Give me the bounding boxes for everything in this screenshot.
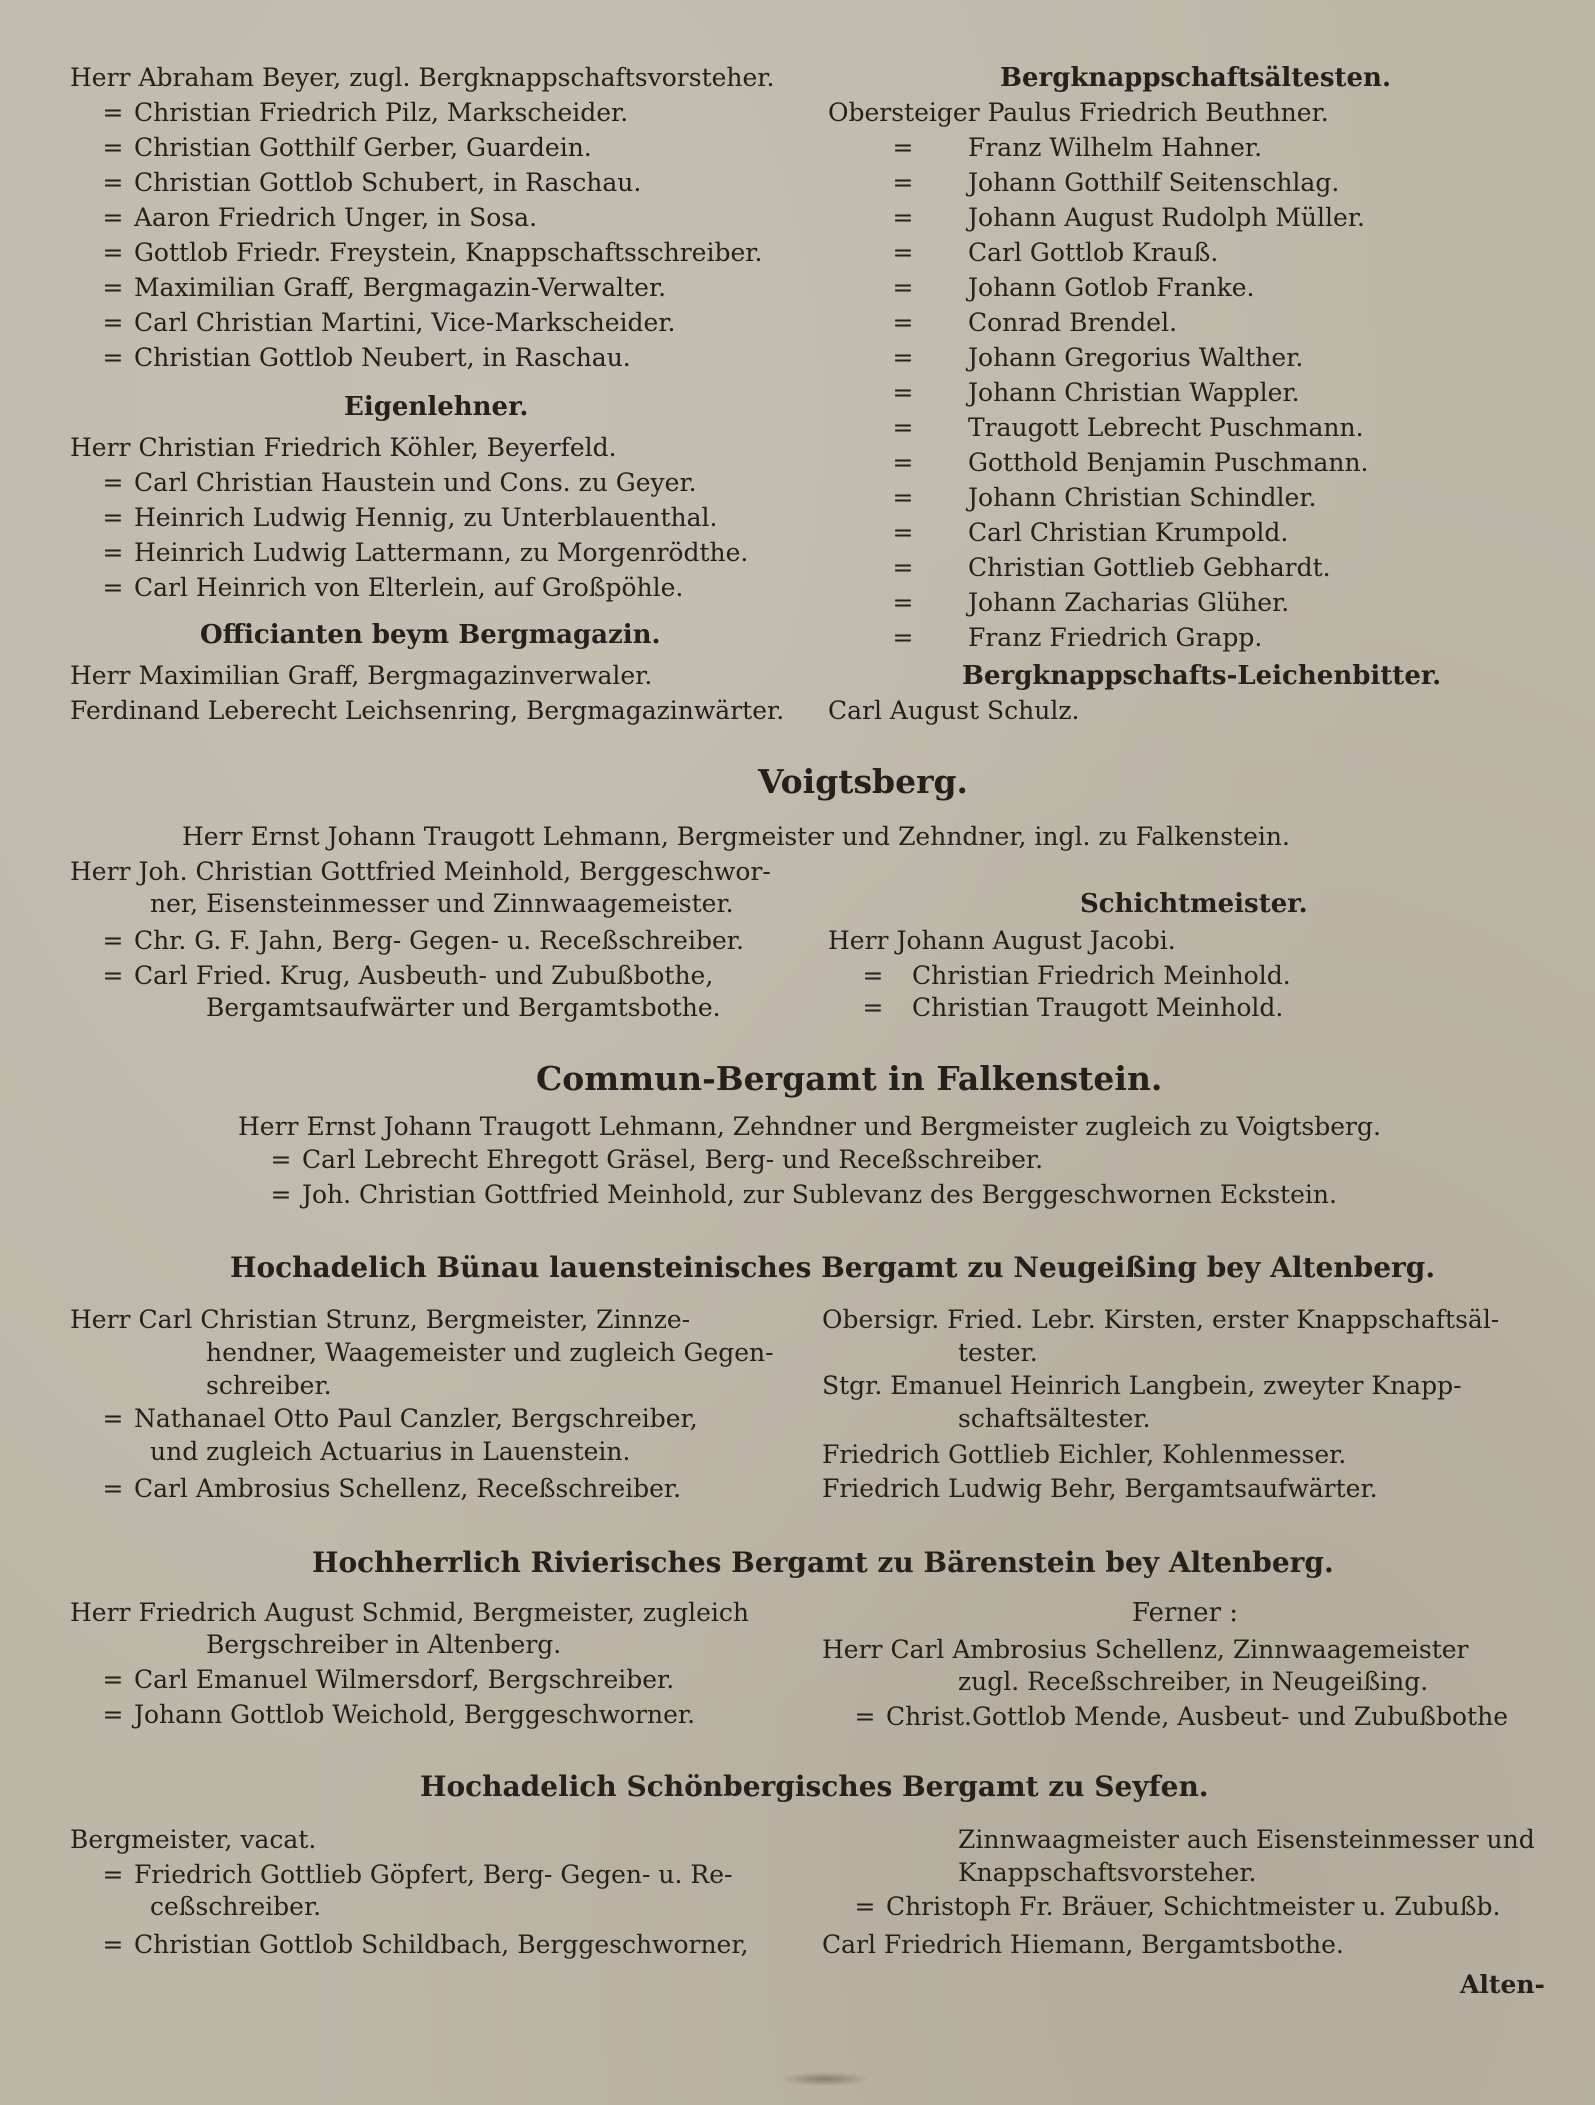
ditto-mark: =	[102, 1404, 124, 1433]
list-item: = Friedrich Gottlieb Göpfert, Berg- Gegen- u. Re-	[100, 1860, 733, 1890]
ditto-mark: =	[270, 1180, 292, 1209]
list-item: = Johann Gregorius Walther.	[890, 343, 1303, 373]
list-item-continuation: Bergschreiber in Altenberg.	[206, 1630, 562, 1659]
list-item: Carl August Schulz.	[828, 696, 1080, 725]
list-item-continuation: Bergamtsaufwärter und Bergamtsbothe.	[206, 993, 721, 1022]
list-item: = Nathanael Otto Paul Canzler, Bergschreiber,	[100, 1404, 698, 1434]
list-item: = Carl Heinrich von Elterlein, auf Großpöhle.	[100, 573, 683, 603]
ditto-mark: =	[102, 961, 124, 990]
list-item: = Conrad Brendel.	[890, 308, 1177, 338]
list-item: Carl Friedrich Hiemann, Bergamtsbothe.	[822, 1930, 1344, 1959]
section-title: Hochadelich Schönbergisches Bergamt zu Seyfen.	[420, 1770, 1209, 1803]
ditto-mark: =	[102, 1700, 124, 1729]
ditto-mark: =	[102, 926, 124, 955]
list-item: = Christ.Gottlob Mende, Ausbeut- und Zubußbothe	[852, 1702, 1508, 1732]
ink-smudge	[780, 2072, 870, 2086]
list-item: = Franz Friedrich Grapp.	[890, 623, 1262, 653]
list-item-continuation: ner, Eisensteinmesser und Zinnwaagemeister.	[150, 889, 734, 918]
list-item: = Aaron Friedrich Unger, in Sosa.	[100, 203, 537, 233]
list-item: = Christian Gottlob Neubert, in Raschau.	[100, 343, 631, 373]
list-item: = Chr. G. F. Jahn, Berg- Gegen- u. Receßschreiber.	[100, 926, 744, 956]
ditto-mark: =	[102, 1474, 124, 1503]
ditto-mark: =	[270, 1145, 292, 1174]
ditto-mark: =	[892, 483, 914, 512]
list-item: Ferdinand Leberecht Leichsenring, Bergmagazinwärter.	[70, 696, 785, 725]
section-heading: Eigenlehner.	[344, 392, 529, 422]
list-item: = Carl Fried. Krug, Ausbeuth- und Zubußbothe,	[100, 961, 713, 991]
list-item: Obersteiger Paulus Friedrich Beuthner.	[828, 98, 1329, 127]
ditto-mark: =	[102, 273, 124, 302]
list-item: Herr Johann August Jacobi.	[828, 926, 1176, 955]
list-item-continuation: schreiber.	[206, 1371, 332, 1400]
list-item: = Johann Gotlob Franke.	[890, 273, 1255, 303]
list-item: = Carl Ambrosius Schellenz, Receßschreiber.	[100, 1474, 681, 1504]
list-item-continuation: Knappschaftsvorsteher.	[958, 1858, 1257, 1887]
list-item: = Carl Lebrecht Ehregott Gräsel, Berg- und Receßschreiber.	[268, 1145, 1043, 1175]
section-heading: Ferner :	[1132, 1598, 1239, 1628]
list-item: Herr Friedrich August Schmid, Bergmeister, zugleich	[70, 1598, 749, 1627]
list-item-continuation: ceßschreiber.	[150, 1892, 322, 1921]
list-item: = Christian Gottlob Schubert, in Raschau.	[100, 168, 641, 198]
ditto-mark: =	[102, 343, 124, 372]
ditto-mark: =	[102, 573, 124, 602]
ditto-mark: =	[892, 378, 914, 407]
list-item: = Christian Gotthilf Gerber, Guardein.	[100, 133, 592, 163]
ditto-mark: =	[862, 993, 884, 1022]
ditto-mark: =	[102, 133, 124, 162]
list-item: Friedrich Ludwig Behr, Bergamtsaufwärter.	[822, 1474, 1378, 1503]
section-heading: Schichtmeister.	[1080, 889, 1308, 919]
list-item: = Christian Friedrich Meinhold.	[860, 961, 1291, 991]
list-item: = Carl Emanuel Wilmersdorf, Bergschreiber.	[100, 1665, 674, 1695]
list-item: = Franz Wilhelm Hahner.	[890, 133, 1262, 163]
ditto-mark: =	[102, 98, 124, 127]
ditto-mark: =	[102, 468, 124, 497]
ditto-mark: =	[892, 518, 914, 547]
ditto-mark: =	[892, 238, 914, 267]
list-item-continuation: zugl. Receßschreiber, in Neugeißing.	[958, 1667, 1429, 1696]
section-heading: Bergknappschafts-Leichenbitter.	[962, 661, 1442, 691]
list-item: = Traugott Lebrecht Puschmann.	[890, 413, 1364, 443]
ditto-mark: =	[892, 168, 914, 197]
list-item: = Christoph Fr. Bräuer, Schichtmeister u. Zubußb.	[852, 1892, 1500, 1922]
list-item: = Christian Traugott Meinhold.	[860, 993, 1283, 1023]
list-item: = Carl Gottlob Krauß.	[890, 238, 1218, 268]
ditto-mark: =	[102, 1930, 124, 1959]
list-item: = Johann Zacharias Glüher.	[890, 588, 1289, 618]
list-item: Herr Ernst Johann Traugott Lehmann, Zehndner und Bergmeister zugleich zu Voigtsberg.	[238, 1112, 1381, 1141]
section-title: Commun-Bergamt in Falkenstein.	[536, 1059, 1163, 1098]
list-item: = Maximilian Graff, Bergmagazin-Verwalter.	[100, 273, 666, 303]
ditto-mark: =	[892, 308, 914, 337]
list-item: = Christian Gottlob Schildbach, Berggeschworner,	[100, 1930, 749, 1960]
ditto-mark: =	[854, 1702, 876, 1731]
list-item: = Johann Christian Wappler.	[890, 378, 1300, 408]
ditto-mark: =	[892, 448, 914, 477]
list-item-continuation: tester.	[958, 1338, 1038, 1367]
list-item: = Gottlob Friedr. Freystein, Knappschaftsschreiber.	[100, 238, 762, 268]
list-item: = Johann Christian Schindler.	[890, 483, 1317, 513]
list-item: Herr Joh. Christian Gottfried Meinhold, Berggeschwor-	[70, 857, 771, 886]
list-item: = Johann Gotthilf Seitenschlag.	[890, 168, 1339, 198]
ditto-mark: =	[102, 538, 124, 567]
ditto-mark: =	[892, 588, 914, 617]
ditto-mark: =	[102, 308, 124, 337]
list-item: Herr Maximilian Graff, Bergmagazinverwaler.	[70, 661, 653, 690]
list-item: = Johann Gottlob Weichold, Berggeschworner.	[100, 1700, 695, 1730]
section-heading: Officianten beym Bergmagazin.	[200, 620, 661, 650]
list-item: Bergmeister, vacat.	[70, 1825, 317, 1854]
list-item: Herr Carl Ambrosius Schellenz, Zinnwaagemeister	[822, 1635, 1469, 1664]
list-item: = Christian Friedrich Pilz, Markscheider.	[100, 98, 628, 128]
list-item-continuation: Zinnwaagmeister auch Eisensteinmesser und	[958, 1825, 1535, 1854]
ditto-mark: =	[892, 623, 914, 652]
list-item: = Gotthold Benjamin Puschmann.	[890, 448, 1369, 478]
section-title: Hochadelich Bünau lauensteinisches Bergamt zu Neugeißing bey Altenberg.	[230, 1251, 1436, 1284]
ditto-mark: =	[892, 133, 914, 162]
list-item: Obersigr. Fried. Lebr. Kirsten, erster Knappschaftsäl-	[822, 1305, 1500, 1334]
ditto-mark: =	[102, 203, 124, 232]
list-item-continuation: und zugleich Actuarius in Lauenstein.	[150, 1437, 631, 1466]
ditto-mark: =	[892, 343, 914, 372]
ditto-mark: =	[102, 238, 124, 267]
list-item: Friedrich Gottlieb Eichler, Kohlenmesser.	[822, 1440, 1347, 1469]
ditto-mark: =	[102, 503, 124, 532]
list-item: Stgr. Emanuel Heinrich Langbein, zweyter Knapp-	[822, 1371, 1462, 1400]
ditto-mark: =	[102, 168, 124, 197]
list-item: Herr Carl Christian Strunz, Bergmeister, Zinnze-	[70, 1305, 691, 1334]
ditto-mark: =	[892, 553, 914, 582]
ditto-mark: =	[892, 413, 914, 442]
list-item: = Joh. Christian Gottfried Meinhold, zur Sublevanz des Berggeschwornen Eckstein.	[268, 1180, 1337, 1210]
list-item: = Carl Christian Krumpold.	[890, 518, 1288, 548]
list-item: = Heinrich Ludwig Lattermann, zu Morgenrödthe.	[100, 538, 748, 568]
list-item: = Johann August Rudolph Müller.	[890, 203, 1365, 233]
catchword: Alten-	[1460, 1970, 1545, 1999]
ditto-mark: =	[102, 1665, 124, 1694]
list-item: = Carl Christian Haustein und Cons. zu Geyer.	[100, 468, 697, 498]
section-title: Voigtsberg.	[758, 762, 969, 801]
list-item-continuation: hendner, Waagemeister und zugleich Gegen-	[206, 1338, 774, 1367]
ditto-mark: =	[854, 1892, 876, 1921]
section-title: Hochherrlich Rivierisches Bergamt zu Bärenstein bey Altenberg.	[312, 1546, 1334, 1579]
list-item: Herr Ernst Johann Traugott Lehmann, Bergmeister und Zehndner, ingl. zu Falkenstein.	[182, 822, 1290, 851]
section-heading: Bergknappschaftsältesten.	[1000, 63, 1391, 93]
ditto-mark: =	[892, 273, 914, 302]
list-item: = Heinrich Ludwig Hennig, zu Unterblauenthal.	[100, 503, 717, 533]
ditto-mark: =	[102, 1860, 124, 1889]
list-item: = Carl Christian Martini, Vice-Markscheider.	[100, 308, 676, 338]
list-item: Herr Christian Friedrich Köhler, Beyerfeld.	[70, 433, 617, 462]
ditto-mark: =	[892, 203, 914, 232]
list-item: = Christian Gottlieb Gebhardt.	[890, 553, 1331, 583]
list-item: Herr Abraham Beyer, zugl. Bergknappschaftsvorsteher.	[70, 63, 775, 92]
ditto-mark: =	[862, 961, 884, 990]
list-item-continuation: schaftsältester.	[958, 1404, 1151, 1433]
